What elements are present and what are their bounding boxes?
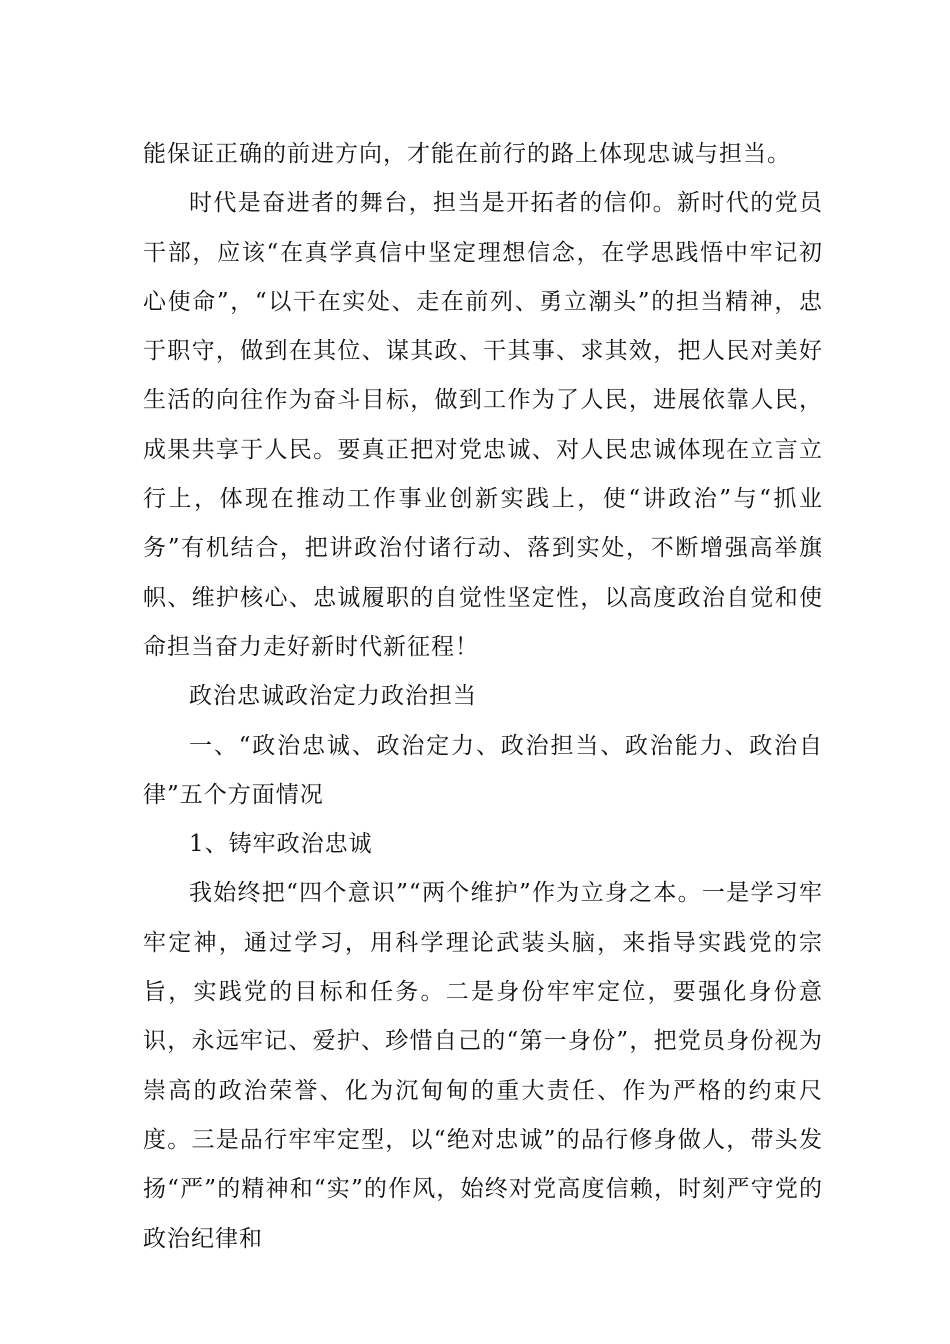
heading-level-1: 一、“政治忠诚、政治定力、政治担当、政治能力、政治自律”五个方面情况 <box>143 732 823 808</box>
heading-level-2: 1、铸牢政治忠诚 <box>189 831 373 858</box>
paragraph-era-responsibility: 时代是奋进者的舞台，担当是开拓者的信仰。新时代的党员干部，应该“在真学真信中坚定理想信念，在学思践悟中牢记初心使命”，“以干在实处、走在前列、勇立潮头”的担当精神，忠于职守，做到在其位、谋其政、干其事、求其效，把人民对美好生活的向往作为奋斗目标，做到工作为了人民，进展依靠人民，成果共享于人民。要真正把对党忠诚、对人民忠诚体现在立言立行上，体现在推动工作事业创新实践上，使“讲政治”与“抓业务”有机结合，把讲政治付诸行动、落到实处，不断增强高举旗帜、维护核心、忠诚履职的自觉性坚定性，以高度政治自觉和使命担当奋力走好新时代新征程！ <box>143 190 823 660</box>
paragraph-continuation: 能保证正确的前进方向，才能在前行的路上体现忠诚与担当。 <box>143 141 791 167</box>
document-body <box>143 130 823 1264</box>
section-title: 政治忠诚政治定力政治担当 <box>189 683 477 710</box>
paragraph-loyalty-details: 我始终把“四个意识”“两个维护”作为立身之本。一是学习牢牢定神，通过学习，用科学理论武装头脑，来指导实践党的宗旨，实践党的目标和任务。二是身份牢牢定位，要强化身份意识，永远牢记、爱护、珍惜自己的“第一身份”，把党员身份视为崇高的政治荣誉、化为沉甸甸的重大责任、作为严格的约束尺度。三是品行牢牢定型，以“绝对忠诚”的品行修身做人，带头发扬“严”的精神和“实”的作风，始终对党高度信赖，时刻严守党的政治纪律和 <box>143 880 823 1252</box>
